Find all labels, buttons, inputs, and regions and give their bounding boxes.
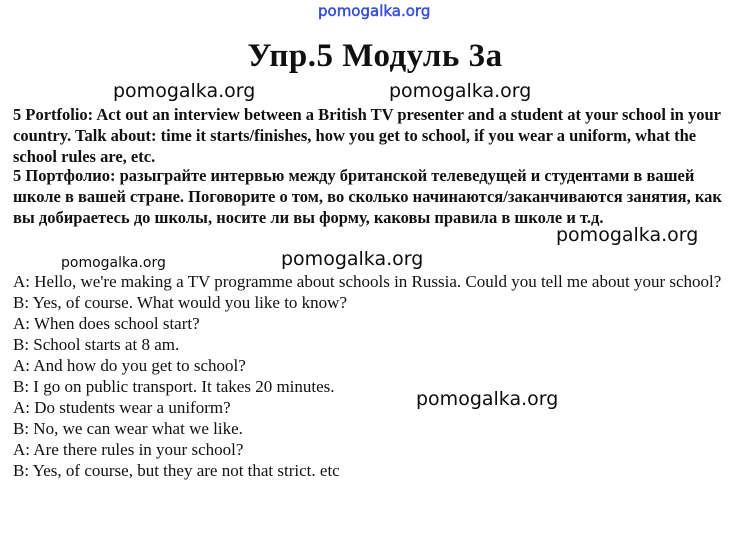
dialog-line: B: School starts at 8 am. bbox=[13, 335, 180, 354]
watermark: pomogalka.org bbox=[556, 224, 699, 246]
watermark: pomogalka.org bbox=[281, 248, 424, 270]
task-english: 5 Portfolio: Act out an interview between a British TV presenter and a student at your school in your country. Talk about: time it starts/finishes, how you get to school, if you wear a uniform, what the school rules are, etc. bbox=[13, 105, 721, 166]
watermark: pomogalka.org bbox=[416, 388, 559, 410]
dialog-line: A: Are there rules in your school? bbox=[13, 440, 244, 459]
watermark: pomogalka.org bbox=[113, 80, 256, 102]
dialog-line: A: When does school start? bbox=[13, 314, 200, 333]
dialog bbox=[13, 271, 725, 481]
watermark-top: pomogalka.org bbox=[318, 2, 431, 20]
dialog-line: B: Yes, of course. What would you like to know? bbox=[13, 293, 347, 312]
watermark: pomogalka.org bbox=[389, 80, 532, 102]
dialog-line: B: I go on public transport. It takes 20 minutes. bbox=[13, 377, 335, 396]
dialog-line: A: And how do you get to school? bbox=[13, 356, 246, 375]
task-russian: 5 Портфолио: разыграйте интервью между британской телеведущей и студентами в вашей школе в вашей стране. Поговорите о том, во сколько начинаются/заканчиваются занятия, как вы добираетесь до школы, носите ли вы форму, каковы правила в школе и т.д. bbox=[13, 166, 722, 227]
watermark: pomogalka.org bbox=[61, 255, 166, 271]
dialog-line: B: No, we can wear what we like. bbox=[13, 419, 243, 438]
dialog-line: A: Do students wear a uniform? bbox=[13, 398, 231, 417]
dialog-line: B: Yes, of course, but they are not that strict. etc bbox=[13, 461, 340, 480]
dialog-line: A: Hello, we're making a TV programme about schools in Russia. Could you tell me about your school? bbox=[13, 272, 722, 291]
page-title: Упр.5 Модуль 3а bbox=[247, 38, 503, 74]
